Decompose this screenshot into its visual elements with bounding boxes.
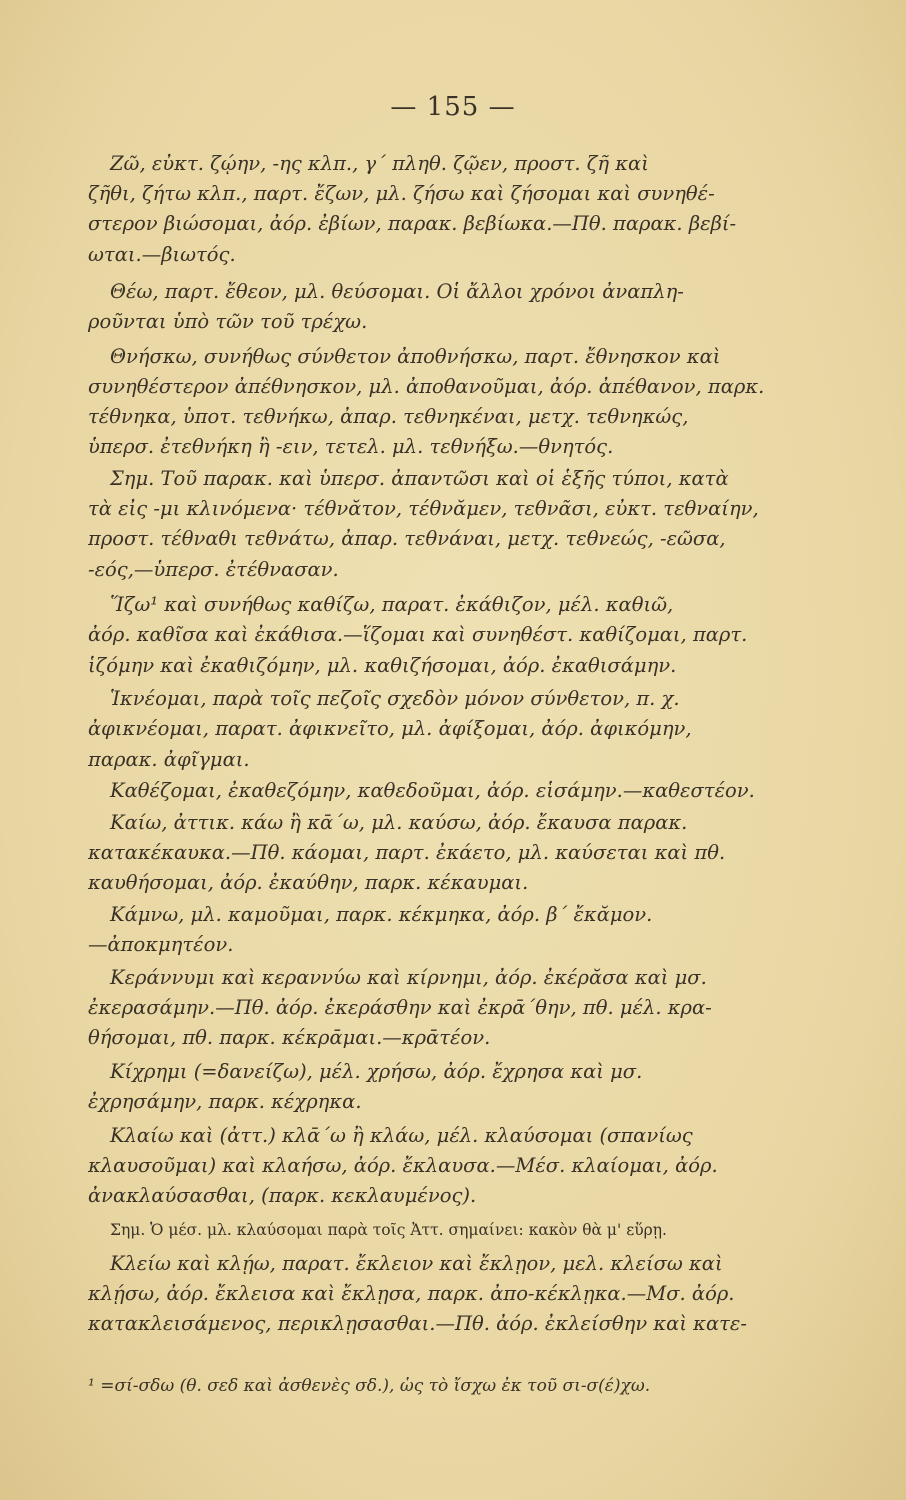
- text-line: κατακλεισάμενος, περικλῃσασθαι.—Πθ. ἀόρ. ἐκλείσθην καὶ κατε-: [88, 1312, 747, 1335]
- text-line: παρακ. ἀφῖγμαι.: [88, 748, 250, 771]
- text-line: ἀφικνέομαι, παρατ. ἀφικνεῖτο, μλ. ἀφίξομαι, ἀόρ. ἀφικόμην,: [88, 717, 692, 740]
- text-line: Θέω, παρτ. ἔθεον, μλ. θεύσομαι. Οἱ ἄλλοι χρόνοι ἀναπλη-: [110, 280, 684, 303]
- text-line: Ἱκνέομαι, παρὰ τοῖς πεζοῖς σχεδὸν μόνον σύνθετον, π. χ.: [110, 687, 680, 710]
- text-line: ἀόρ. καθῖσα καὶ ἐκάθισα.—ἵζομαι καὶ συνηθέστ. καθίζομαι, παρτ.: [88, 623, 748, 646]
- text-line: Κάμνω, μλ. καμοῦμαι, παρκ. κέκμηκα, ἀόρ. β΄ ἔκᾰμον.: [110, 903, 653, 926]
- text-line: ροῦνται ὑπὸ τῶν τοῦ τρέχω.: [88, 310, 368, 333]
- text-line: Ἵζω¹ καὶ συνήθως καθίζω, παρατ. ἐκάθιζον, μέλ. καθιῶ,: [110, 593, 674, 616]
- text-line: θήσομαι, πθ. παρκ. κέκρᾱμαι.—κρᾱτέον.: [88, 1026, 491, 1049]
- text-line: ἐχρησάμην, παρκ. κέχρηκα.: [88, 1090, 362, 1113]
- text-line: στερον βιώσομαι, ἀόρ. ἐβίων, παρακ. βεβίωκα.—Πθ. παρακ. βεβί-: [88, 212, 737, 235]
- text-line: Κλείω καὶ κλῄω, παρατ. ἔκλειον καὶ ἔκλῃον, μελ. κλείσω καὶ: [110, 1252, 723, 1275]
- text-line: ὑπερσ. ἐτεθνήκη ἢ -ειν, τετελ. μλ. τεθνήξω.—θνητός.: [88, 435, 614, 458]
- text-line: Σημ. Τοῦ παρακ. καὶ ὑπερσ. ἀπαντῶσι καὶ οἱ ἑξῆς τύποι, κατὰ: [110, 467, 729, 490]
- text-line: Κίχρημι (=δανείζω), μέλ. χρήσω, ἀόρ. ἔχρησα καὶ μσ.: [110, 1060, 643, 1083]
- note-line: Σημ. Ὁ μέσ. μλ. κλαύσομαι παρὰ τοῖς Ἀττ. σημαίνει: κακὸν θὰ μ' εὕρῃ.: [110, 1221, 667, 1239]
- text-line: καυθήσομαι, ἀόρ. ἐκαύθην, παρκ. κέκαυμαι.: [88, 871, 529, 894]
- text-line: ωται.—βιωτός.: [88, 243, 236, 266]
- text-line: ἱζόμην καὶ ἐκαθιζόμην, μλ. καθιζήσομαι, ἀόρ. ἐκαθισάμην.: [88, 654, 677, 677]
- text-line: Κεράννυμι καὶ κεραννύω καὶ κίρνημι, ἀόρ. ἐκέρᾰσα καὶ μσ.: [110, 966, 707, 989]
- text-line: προστ. τέθναθι τεθνάτω, ἀπαρ. τεθνάναι, μετχ. τεθνεώς, -εῶσα,: [88, 527, 726, 550]
- text-line: Κλαίω καὶ (ἀττ.) κλᾱ΄ω ἢ κλάω, μέλ. κλαύσομαι (σπανίως: [110, 1124, 693, 1147]
- text-line: τέθνηκα, ὑποτ. τεθνήκω, ἀπαρ. τεθνηκέναι, μετχ. τεθνηκώς,: [88, 405, 689, 428]
- text-line: κλῄσω, ἀόρ. ἔκλεισα καὶ ἔκλῃσα, παρκ. ἀπο-κέκλῃκα.—Μσ. ἀόρ.: [88, 1282, 735, 1305]
- text-line: —ἀποκμητέον.: [88, 933, 234, 956]
- text-line: Καθέζομαι, ἐκαθεζόμην, καθεδοῦμαι, ἀόρ. εἱσάμην.—καθεστέον.: [110, 779, 755, 802]
- text-line: ἀνακλαύσασθαι, (παρκ. κεκλαυμένος).: [88, 1184, 477, 1207]
- text-line: Θνήσκω, συνήθως σύνθετον ἀποθνήσκω, παρτ. ἔθνησκον καὶ: [110, 345, 721, 368]
- text-line: Καίω, ἀττικ. κάω ἢ κᾱ΄ω, μλ. καύσω, ἀόρ. ἔκαυσα παρακ.: [110, 811, 688, 834]
- text-line: κλαυσοῦμαι) καὶ κλαήσω, ἀόρ. ἔκλαυσα.—Μέσ. κλαίομαι, ἀόρ.: [88, 1154, 718, 1177]
- text-line: Ζῶ, εὐκτ. ζῴην, -ης κλπ., γ΄ πληθ. ζῷεν, προστ. ζῆ καὶ: [110, 152, 649, 175]
- text-line: -εός,—ὑπερσ. ἐτέθνασαν.: [88, 558, 339, 581]
- text-line: συνηθέστερον ἀπέθνησκον, μλ. ἀποθανοῦμαι, ἀόρ. ἀπέθανον, παρκ.: [88, 375, 765, 398]
- text-line: κατακέκαυκα.—Πθ. κάομαι, παρτ. ἐκάετο, μλ. καύσεται καὶ πθ.: [88, 841, 726, 864]
- text-line: ἐκερασάμην.—Πθ. ἀόρ. ἐκεράσθην καὶ ἐκρᾱ΄θην, πθ. μέλ. κρα-: [88, 996, 712, 1019]
- footnote: ¹ =σί-σδω (θ. σεδ καὶ ἀσθενὲς σδ.), ὡς τὸ ἴσχω ἐκ τοῦ σι-σ(έ)χω.: [88, 1376, 651, 1396]
- page-number: — 155 —: [390, 92, 516, 122]
- text-line: τὰ εἰς -μι κλινόμενα· τέθνᾰτον, τέθνᾰμεν, τεθνᾶσι, εὐκτ. τεθναίην,: [88, 497, 759, 520]
- text-line: ζῆθι, ζήτω κλπ., παρτ. ἔζων, μλ. ζήσω καὶ ζήσομαι καὶ συνηθέ-: [88, 182, 715, 205]
